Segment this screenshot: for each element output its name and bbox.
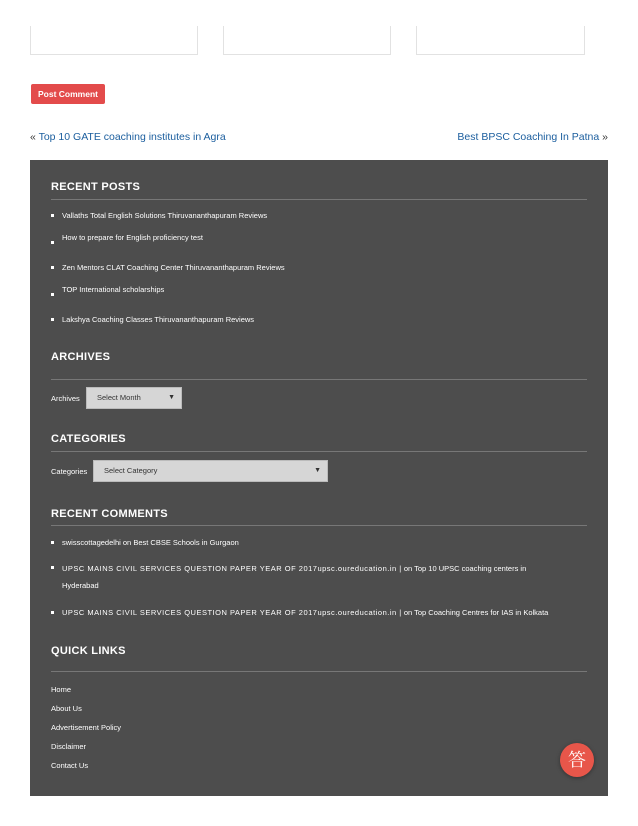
chevron-down-icon: ▼ <box>168 394 175 401</box>
comment-author[interactable]: UPSC MAINS CIVIL SERVICES QUESTION PAPER YEAR OF 2017upsc.oureducation.in | <box>62 564 402 573</box>
quick-links-title: QUICK LINKS <box>51 645 126 657</box>
bullet-icon <box>51 318 54 321</box>
bullet-icon <box>51 293 54 296</box>
divider <box>51 199 587 200</box>
bullet-icon <box>51 611 54 614</box>
bullet-icon <box>51 541 54 544</box>
recent-post-item[interactable]: Lakshya Coaching Classes Thiruvananthapuram Reviews <box>51 313 254 327</box>
email-field[interactable] <box>223 26 391 55</box>
bullet-icon <box>51 241 54 244</box>
quick-link-advertisement-policy[interactable]: Advertisement Policy <box>51 723 122 732</box>
categories-label: Categories <box>51 467 88 476</box>
categories-title: CATEGORIES <box>51 433 126 445</box>
next-post-link[interactable]: Best BPSC Coaching In Patna <box>457 131 600 143</box>
divider <box>51 379 587 380</box>
bullet-icon <box>51 214 54 217</box>
chevron-down-icon: ▼ <box>314 467 321 474</box>
archives-label: Archives <box>51 394 80 403</box>
recent-posts-title: RECENT POSTS <box>51 181 141 193</box>
quick-link-contact[interactable]: Contact Us <box>51 761 89 770</box>
divider <box>51 525 587 526</box>
previous-post-link-wrap <box>30 131 226 143</box>
comment-author[interactable]: swisscottagedelhi <box>62 538 121 547</box>
bullet-icon <box>51 266 54 269</box>
bullet-icon <box>51 566 54 569</box>
divider <box>51 451 587 452</box>
next-arrow: » <box>602 131 608 143</box>
website-field[interactable] <box>416 26 585 55</box>
comment-author[interactable]: UPSC MAINS CIVIL SERVICES QUESTION PAPER YEAR OF 2017upsc.oureducation.in | <box>62 608 402 617</box>
recent-comments-title: RECENT COMMENTS <box>51 508 168 520</box>
divider <box>51 671 587 672</box>
comment-fields-row <box>30 26 585 56</box>
recent-post-item[interactable]: Zen Mentors CLAT Coaching Center Thiruvananthapuram Reviews <box>51 261 285 275</box>
footer-widgets <box>30 160 608 796</box>
recent-post-item[interactable]: TOP International scholarships <box>51 283 164 297</box>
recent-comment-item: swisscottagedelhi on Best CBSE Schools in Gurgaon <box>51 536 239 550</box>
comment-post-link[interactable]: Best CBSE Schools in Gurgaon <box>133 538 239 547</box>
recent-comment-item: UPSC MAINS CIVIL SERVICES QUESTION PAPER YEAR OF 2017upsc.oureducation.in | on Top Coaching Centres for IAS in Kolkata <box>51 606 591 620</box>
comment-post-link[interactable]: Hyderabad <box>62 581 99 590</box>
recent-post-item[interactable]: How to prepare for English proficiency test <box>51 231 203 245</box>
prev-arrow: « <box>30 131 36 143</box>
comment-post-link[interactable]: Top Coaching Centres for IAS in Kolkata <box>414 608 549 617</box>
quick-link-disclaimer[interactable]: Disclaimer <box>51 742 87 751</box>
recent-post-item[interactable]: Vallaths Total English Solutions Thiruvananthapuram Reviews <box>51 209 267 223</box>
recent-comment-item: UPSC MAINS CIVIL SERVICES QUESTION PAPER YEAR OF 2017upsc.oureducation.in | on Top 10 UPSC coaching centers in Hyderabad <box>51 560 571 594</box>
chat-icon[interactable]: 答 <box>560 743 594 777</box>
comment-post-link[interactable]: Top 10 UPSC coaching centers in <box>414 564 527 573</box>
quick-link-about[interactable]: About Us <box>51 704 82 713</box>
name-field[interactable] <box>30 26 198 55</box>
quick-link-home[interactable]: Home <box>51 685 72 694</box>
archives-select[interactable]: Select Month ▼ <box>86 387 182 409</box>
next-post-link-wrap <box>457 131 608 143</box>
categories-select[interactable]: Select Category ▼ <box>93 460 328 482</box>
archives-title: ARCHIVES <box>51 351 111 363</box>
previous-post-link[interactable]: Top 10 GATE coaching institutes in Agra <box>38 131 226 143</box>
post-comment-button[interactable]: Post Comment <box>31 84 105 104</box>
